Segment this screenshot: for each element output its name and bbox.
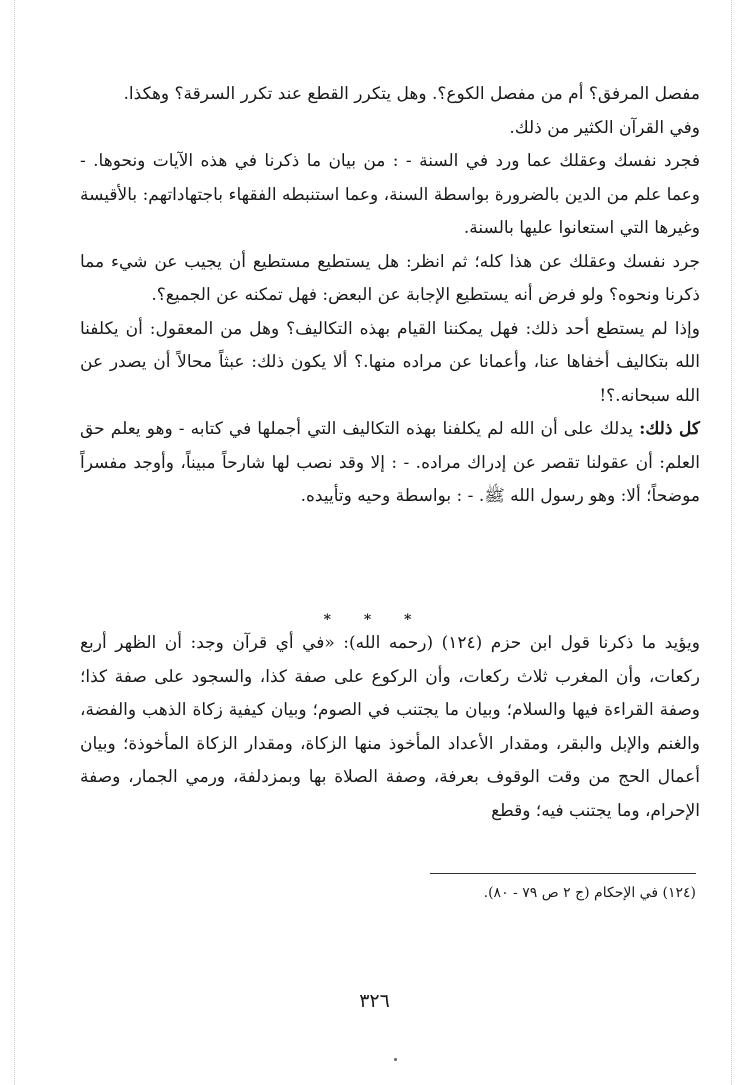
main-text-lower (80, 627, 700, 828)
paragraph: وفي القرآن الكثير من ذلك. (509, 117, 700, 138)
page-number: ٣٢٦ (359, 990, 390, 1012)
main-text-upper (80, 78, 700, 514)
page-edge-left (14, 0, 15, 1085)
paragraph-lead: كل ذلك: (639, 419, 700, 439)
paragraph: ويؤيد ما ذكرنا قول ابن حزم (١٢٤) (رحمه الله): «في أي قرآن وجد: أن الظهر أربع ركعات، وأن المغرب ثلاث ركعات، وأن الركوع على صفة كذا، والسجود على صفة كذا؛ وصفة القراءة فيها والسلام؛ وبيان ما يجتنب في الصوم؛ وبيان كيفية زكاة الذهب والفضة، والغنم والإبل والبقر، ومقدار الأعداد المأخوذ منها الزكاة، ومقدار الزكاة المأخوذة؛ وبيان أعمال الحج من وقت الوقوف بعرفة، وصفة الصلاة بها وبمزدلفة، ورمي الجمار، وصفة الإحرام، وما يجتنب فيه؛ وقطع (80, 633, 700, 821)
footnote: (١٢٤) في الإحكام (ج ٢ ص ٧٩ - ٨٠). (483, 885, 696, 901)
footnote-divider (430, 873, 696, 874)
paragraph: فجرد نفسك وعقلك عما ورد في السنة - : من بيان ما ذكرنا في هذه الآيات ونحوها. - وعما علم من الدين بالضرورة بواسطة السنة، وعما استنبطه الفقهاء باجتهاداتهم: بالأقيسة وغيرها التي استعانوا عليها بالسنة. (80, 151, 700, 238)
page-mark (394, 1058, 397, 1061)
section-separator: * * * (323, 612, 426, 628)
paragraph-body: يدلك على أن الله لم يكلفنا بهذه التكاليف التي أجملها في كتابه - وهو يعلم حق العلم: أن عقولنا تقصر عن إدراك مراده. - : إلا وقد نصب لها شارحاً مبيناً، وأوجد مفسراً موضحاً؛ ألا: وهو رسول الله ﷺ. - : بواسطة وحيه وتأييده. (80, 419, 700, 506)
paragraph (80, 413, 700, 514)
paragraph: وإذا لم يستطع أحد ذلك: فهل يمكننا القيام بهذه التكاليف؟ وهل من المعقول: أن يكلفنا الله بتكاليف أخفاها عنا، وأعمانا عن مراده منها.؟ ألا يكون ذلك: عبثاً محالاً أن يصدر عن الله سبحانه.؟! (80, 318, 700, 406)
paragraph: جرد نفسك وعقلك عن هذا كله؛ ثم انظر: هل يستطيع مستطيع أن يجيب عن شيء مما ذكرنا ونحوه؟ ولو فرض أنه يستطيع الإجابة عن البعض: فهل تمكنه عن الجميع؟. (80, 251, 700, 305)
page-edge-right (731, 0, 732, 1085)
paragraph: مفصل المرفق؟ أم من مفصل الكوع؟. وهل يتكرر القطع عند تكرر السرقة؟ وهكذا. (123, 84, 700, 104)
